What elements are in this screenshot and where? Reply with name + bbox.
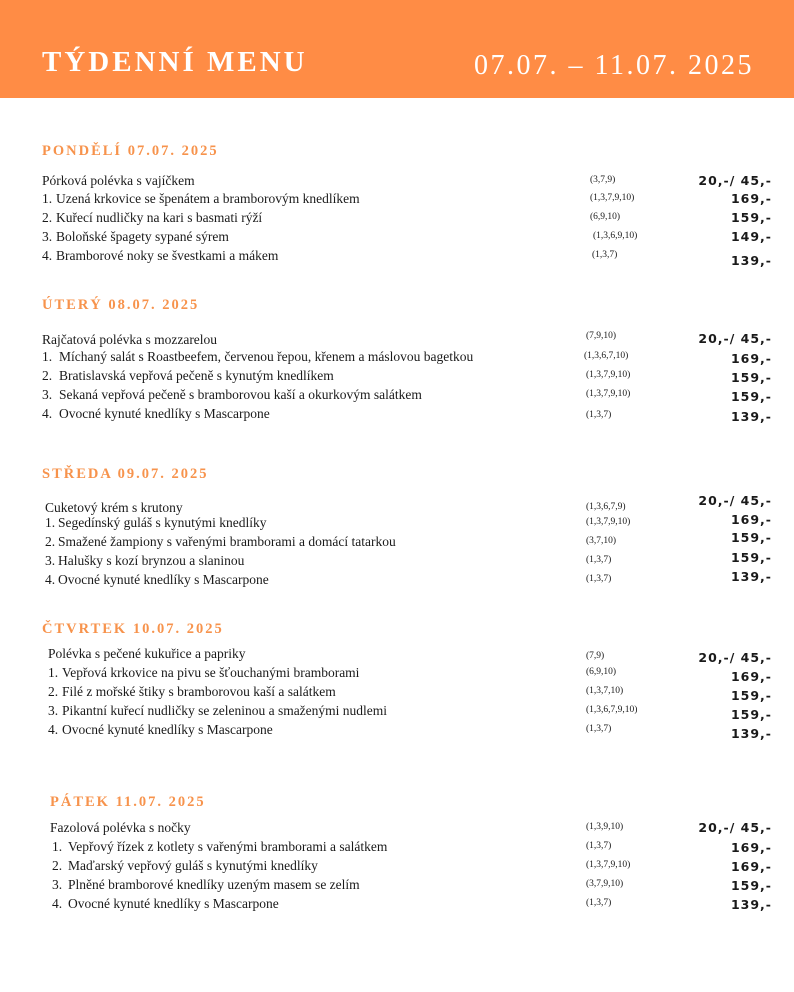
menu-row	[0, 191, 794, 210]
dish-price: 169,-	[730, 512, 772, 527]
dish-price: 139,-	[730, 253, 772, 268]
allergens: (1,3,7,9,10)	[590, 193, 635, 203]
dish-number: 3.	[45, 553, 56, 568]
dish-name: Halušky s kozí brynzou a slaninou	[58, 553, 245, 568]
dish-name: Ovocné kynuté knedlíky s Mascarpone	[58, 572, 269, 587]
dish-number: 3.	[42, 229, 53, 244]
dish-number: 1.	[52, 839, 63, 854]
dish-price: 20,-/ 45,-	[698, 820, 772, 835]
dish-number: 2.	[48, 684, 59, 699]
allergens: (1,3,7,9,10)	[586, 370, 631, 380]
allergens: (1,3,7)	[586, 724, 612, 734]
menu-row	[0, 722, 794, 741]
dish-name: Pikantní kuřecí nudličky se zeleninou a smaženými nudlemi	[62, 703, 388, 718]
menu-row	[0, 387, 794, 406]
dish-number: 3.	[42, 387, 53, 402]
menu-row-soup	[0, 820, 794, 839]
allergens: (1,3,7,9,10)	[586, 860, 631, 870]
dish-name: Fazolová polévka s nočky	[50, 820, 191, 835]
dish-number: 1.	[42, 349, 53, 364]
day-title: STŘEDA 09.07. 2025	[42, 466, 209, 482]
menu-row	[0, 550, 794, 572]
allergens: (6,9,10)	[586, 667, 617, 677]
dish-name: Bramborové noky se švestkami a mákem	[56, 248, 279, 263]
dish-price: 139,-	[730, 726, 772, 741]
dish-name: Segedínský guláš s kynutými knedlíky	[58, 515, 267, 530]
menu-row	[0, 210, 794, 229]
menu-row	[0, 530, 794, 553]
dish-name: Ovocné kynuté knedlíky s Mascarpone	[59, 406, 270, 421]
dish-name: Boloňské špagety sypané sýrem	[56, 229, 229, 244]
dish-price: 139,-	[730, 409, 772, 424]
dish-price: 159,-	[730, 389, 772, 404]
menu-row	[0, 665, 794, 684]
dish-price: 159,-	[730, 688, 772, 703]
dish-price: 159,-	[730, 370, 772, 385]
dish-price: 20,-/ 45,-	[698, 173, 772, 188]
menu-row	[0, 858, 794, 877]
allergens: (1,3,7)	[586, 555, 612, 565]
allergens: (1,3,7)	[586, 841, 612, 851]
dish-number: 2.	[42, 210, 53, 225]
allergens: (1,3,7)	[586, 898, 612, 908]
allergens: (1,3,6,7,9)	[586, 502, 626, 512]
dish-price: 20,-/ 45,-	[698, 650, 772, 665]
allergens: (3,7,9)	[590, 175, 616, 185]
allergens: (7,9)	[586, 651, 605, 661]
dish-price: 159,-	[730, 530, 772, 545]
menu-row	[0, 684, 794, 703]
menu-row	[0, 229, 794, 248]
dish-name: Cuketový krém s krutony	[45, 500, 183, 515]
menu-row	[0, 406, 794, 425]
dish-price: 169,-	[730, 840, 772, 855]
date-range: 07.07. – 11.07. 2025	[474, 50, 754, 81]
menu-row	[0, 896, 794, 915]
dish-name: Uzená krkovice se špenátem a bramborovým knedlíkem	[56, 191, 360, 206]
dish-name: Vepřová krkovice na pivu se šťouchanými bramborami	[62, 665, 360, 680]
dish-name: Ovocné kynuté knedlíky s Mascarpone	[68, 896, 279, 911]
dish-name: Sekaná vepřová pečeně s bramborovou kaší a okurkovým salátkem	[59, 387, 422, 402]
dish-name: Míchaný salát s Roastbeefem, červenou řepou, křenem a máslovou bagetkou	[59, 349, 474, 364]
dish-price: 159,-	[730, 210, 772, 225]
menu-title: TÝDENNÍ MENU	[42, 46, 308, 78]
allergens: (1,3,7,10)	[586, 686, 624, 696]
allergens: (1,3,7)	[592, 250, 618, 260]
dish-price: 159,-	[730, 878, 772, 893]
menu-row	[0, 349, 794, 368]
dish-number: 2.	[52, 858, 63, 873]
dish-price: 139,-	[730, 897, 772, 912]
dish-number: 4.	[45, 572, 56, 587]
menu-row	[0, 569, 794, 591]
dish-price: 169,-	[730, 191, 772, 206]
allergens: (7,9,10)	[586, 331, 617, 341]
dish-name: Pórková polévka s vajíčkem	[42, 173, 195, 188]
allergens: (1,3,7,9,10)	[586, 517, 631, 527]
dish-name: Polévka s pečené kukuřice a papriky	[48, 646, 246, 661]
dish-number: 3.	[52, 877, 63, 892]
menu-row	[0, 248, 794, 267]
dish-number: 2.	[45, 534, 56, 549]
allergens: (3,7,10)	[586, 536, 617, 546]
menu-row	[0, 703, 794, 722]
day-title: ÚTERÝ 08.07. 2025	[42, 297, 200, 313]
dish-price: 20,-/ 45,-	[698, 493, 772, 508]
dish-price: 149,-	[730, 229, 772, 244]
allergens: (1,3,6,9,10)	[593, 231, 638, 241]
dish-price: 139,-	[730, 569, 772, 584]
day-title: ČTVRTEK 10.07. 2025	[42, 621, 224, 637]
dish-name: Vepřový řízek z kotlety s vařenými bramborami a salátkem	[68, 839, 388, 854]
dish-number: 4.	[42, 248, 53, 263]
allergens: (1,3,9,10)	[586, 822, 624, 832]
menu-row-soup	[0, 173, 794, 192]
dish-number: 4.	[48, 722, 59, 737]
menu-row	[0, 512, 794, 534]
dish-name: Kuřecí nudličky na kari s basmati rýží	[56, 210, 263, 225]
dish-name: Smažené žampiony s vařenými bramborami a domácí tatarkou	[58, 534, 396, 549]
day-title: PONDĚLÍ 07.07. 2025	[42, 143, 219, 159]
allergens: (1,3,6,7,10)	[584, 351, 629, 361]
dish-number: 3.	[48, 703, 59, 718]
menu-row-soup	[0, 646, 794, 665]
dish-price: 169,-	[730, 351, 772, 366]
menu-row	[0, 839, 794, 858]
menu-header	[0, 0, 794, 98]
dish-number: 2.	[42, 368, 53, 383]
dish-name: Filé z mořské štiky s bramborovou kaší a salátkem	[62, 684, 336, 699]
allergens: (1,3,6,7,9,10)	[586, 705, 638, 715]
allergens: (3,7,9,10)	[586, 879, 624, 889]
dish-price: 159,-	[730, 707, 772, 722]
allergens: (1,3,7)	[586, 410, 612, 420]
dish-name: Ovocné kynuté knedlíky s Mascarpone	[62, 722, 273, 737]
dish-number: 4.	[42, 406, 53, 421]
dish-name: Bratislavská vepřová pečeně s kynutým knedlíkem	[59, 368, 334, 383]
menu-row	[0, 877, 794, 896]
day-title: PÁTEK 11.07. 2025	[50, 794, 206, 810]
allergens: (1,3,7)	[586, 574, 612, 584]
allergens: (1,3,7,9,10)	[586, 389, 631, 399]
dish-number: 4.	[52, 896, 63, 911]
menu-row	[0, 368, 794, 387]
dish-name: Maďarský vepřový guláš s kynutými knedlíky	[68, 858, 318, 873]
dish-price: 169,-	[730, 669, 772, 684]
dish-name: Rajčatová polévka s mozzarelou	[42, 332, 218, 347]
dish-number: 1.	[42, 191, 53, 206]
allergens: (6,9,10)	[590, 212, 621, 222]
dish-number: 1.	[45, 515, 56, 530]
dish-name: Plněné bramborové knedlíky uzeným masem se zelím	[68, 877, 360, 892]
dish-price: 159,-	[730, 550, 772, 565]
dish-price: 169,-	[730, 859, 772, 874]
dish-number: 1.	[48, 665, 59, 680]
dish-price: 20,-/ 45,-	[698, 331, 772, 346]
